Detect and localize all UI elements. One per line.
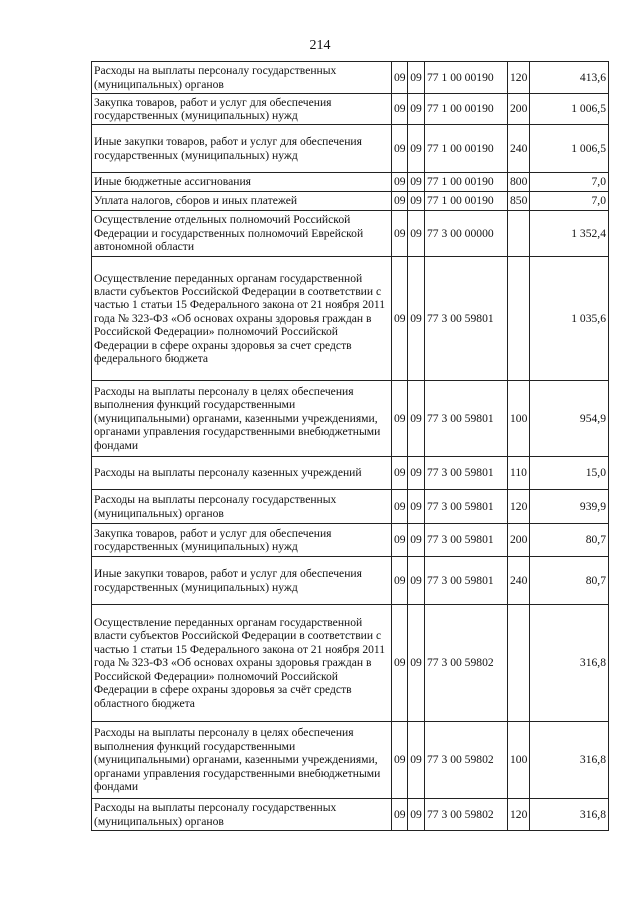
subsection-code: 09 [408,524,425,557]
target-item-code: 77 1 00 00190 [425,125,508,173]
amount: 80,7 [530,557,609,605]
target-item-code: 77 3 00 59801 [425,257,508,381]
table-row [92,457,609,490]
expense-type-code [508,605,530,722]
amount: 413,6 [530,62,609,94]
section-code: 09 [392,799,408,831]
expense-name: Расходы на выплаты персоналу в целях обеспечения выполнения функций государственными (муниципальными) органами, казенными учреждениями, органами управления государственными внебюджетными фондами [92,722,392,799]
expense-name: Расходы на выплаты персоналу государственных (муниципальных) органов [92,62,392,94]
expense-type-code [508,211,530,257]
table-row [92,381,609,457]
subsection-code: 09 [408,192,425,211]
table-row [92,257,609,381]
expense-type-code: 850 [508,192,530,211]
subsection-code: 09 [408,722,425,799]
subsection-code: 09 [408,211,425,257]
expense-name: Иные закупки товаров, работ и услуг для обеспечения государственных (муниципальных) нужд [92,125,392,173]
target-item-code: 77 1 00 00190 [425,62,508,94]
table-row [92,62,609,94]
section-code: 09 [392,125,408,173]
amount: 15,0 [530,457,609,490]
expense-type-code: 100 [508,722,530,799]
amount: 316,8 [530,722,609,799]
subsection-code: 09 [408,605,425,722]
expense-name: Расходы на выплаты персоналу казенных учреждений [92,457,392,490]
expense-name: Осуществление переданных органам государственной власти субъектов Российской Федерации в соответствии с частью 1 статьи 15 Федерального закона от 21 ноября 2011 года № 323-ФЗ «Об основах охраны здоровья граждан в Российской Федерации» полномочий Российской Федерации в сфере охраны здоровья за счет средств федерального бюджета [92,257,392,381]
section-code: 09 [392,381,408,457]
target-item-code: 77 3 00 59801 [425,457,508,490]
table-row [92,799,609,831]
target-item-code: 77 3 00 59802 [425,722,508,799]
amount: 316,8 [530,605,609,722]
expense-name: Иные бюджетные ассигнования [92,173,392,192]
expense-name: Осуществление отдельных полномочий Российской Федерации и государственных полномочий Еврейской автономной области [92,211,392,257]
section-code: 09 [392,62,408,94]
section-code: 09 [392,557,408,605]
target-item-code: 77 3 00 59801 [425,490,508,524]
expense-name: Расходы на выплаты персоналу государственных (муниципальных) органов [92,799,392,831]
expense-name: Закупка товаров, работ и услуг для обеспечения государственных (муниципальных) нужд [92,524,392,557]
table-row [92,125,609,173]
expense-type-code: 240 [508,125,530,173]
amount: 1 006,5 [530,94,609,125]
budget-table [91,61,609,831]
table-row [92,94,609,125]
expense-type-code: 120 [508,62,530,94]
table-row [92,722,609,799]
target-item-code: 77 1 00 00190 [425,192,508,211]
expense-type-code: 100 [508,381,530,457]
amount: 1 352,4 [530,211,609,257]
section-code: 09 [392,457,408,490]
subsection-code: 09 [408,381,425,457]
section-code: 09 [392,173,408,192]
subsection-code: 09 [408,557,425,605]
target-item-code: 77 1 00 00190 [425,94,508,125]
amount: 954,9 [530,381,609,457]
amount: 7,0 [530,173,609,192]
expense-name: Иные закупки товаров, работ и услуг для обеспечения государственных (муниципальных) нужд [92,557,392,605]
amount: 80,7 [530,524,609,557]
section-code: 09 [392,605,408,722]
table-row [92,557,609,605]
section-code: 09 [392,94,408,125]
page-number: 214 [309,38,331,53]
subsection-code: 09 [408,125,425,173]
expense-type-code: 110 [508,457,530,490]
subsection-code: 09 [408,457,425,490]
section-code: 09 [392,490,408,524]
expense-name: Осуществление переданных органам государственной власти субъектов Российской Федерации в соответствии с частью 1 статьи 15 Федерального закона от 21 ноября 2011 года № 323-ФЗ «Об основах охраны здоровья граждан в Российской Федерации» полномочий Российской Федерации в сфере охраны здоровья за счёт средств областного бюджета [92,605,392,722]
section-code: 09 [392,192,408,211]
table-row [92,192,609,211]
target-item-code: 77 3 00 59802 [425,605,508,722]
expense-type-code: 240 [508,557,530,605]
expense-type-code: 120 [508,799,530,831]
expense-type-code [508,257,530,381]
table-row [92,490,609,524]
amount: 316,8 [530,799,609,831]
expense-type-code: 800 [508,173,530,192]
target-item-code: 77 3 00 59801 [425,524,508,557]
amount: 1 006,5 [530,125,609,173]
table-row [92,605,609,722]
table-row [92,173,609,192]
subsection-code: 09 [408,173,425,192]
subsection-code: 09 [408,94,425,125]
expense-type-code: 120 [508,490,530,524]
amount: 7,0 [530,192,609,211]
target-item-code: 77 3 00 59802 [425,799,508,831]
section-code: 09 [392,211,408,257]
expense-name: Расходы на выплаты персоналу государственных (муниципальных) органов [92,490,392,524]
expense-type-code: 200 [508,524,530,557]
subsection-code: 09 [408,257,425,381]
subsection-code: 09 [408,799,425,831]
subsection-code: 09 [408,490,425,524]
section-code: 09 [392,257,408,381]
expense-name: Закупка товаров, работ и услуг для обеспечения государственных (муниципальных) нужд [92,94,392,125]
subsection-code: 09 [408,62,425,94]
target-item-code: 77 3 00 59801 [425,381,508,457]
target-item-code: 77 3 00 59801 [425,557,508,605]
expense-type-code: 200 [508,94,530,125]
amount: 1 035,6 [530,257,609,381]
expense-name: Уплата налогов, сборов и иных платежей [92,192,392,211]
target-item-code: 77 1 00 00190 [425,173,508,192]
table-row [92,524,609,557]
amount: 939,9 [530,490,609,524]
target-item-code: 77 3 00 00000 [425,211,508,257]
table-row [92,211,609,257]
section-code: 09 [392,524,408,557]
expense-name: Расходы на выплаты персоналу в целях обеспечения выполнения функций государственными (муниципальными) органами, казенными учреждениями, органами управления государственными внебюджетными фондами [92,381,392,457]
section-code: 09 [392,722,408,799]
